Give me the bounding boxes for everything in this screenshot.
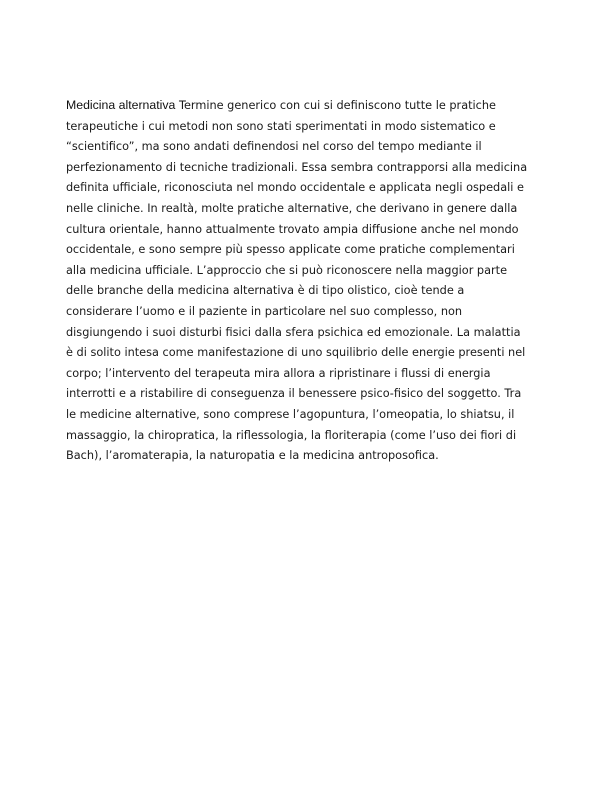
entry-line-5: definita ufficiale, riconosciuta nel mondo occidentale e applicata negli ospedali e bbox=[66, 181, 524, 195]
encyclopedia-entry bbox=[66, 95, 548, 467]
entry-line-18: Bach), l’aromaterapia, la naturopatia e la medicina antroposofica. bbox=[66, 449, 439, 463]
entry-line-1 bbox=[66, 95, 548, 117]
entry-line-6: nelle cliniche. In realtà, molte pratiche alternative, che derivano in genere dalla bbox=[66, 201, 518, 215]
entry-term: Medicina alternativa bbox=[66, 98, 176, 112]
entry-line-14: corpo; l’intervento del terapeuta mira allora a ripristinare i flussi di energia bbox=[66, 366, 491, 380]
entry-line-12: disgiungendo i suoi disturbi fisici dalla sfera psichica ed emozionale. La malattia bbox=[66, 325, 521, 339]
entry-line-2: terapeutiche i cui metodi non sono stati sperimentati in modo sistematico e bbox=[66, 119, 496, 133]
entry-line-17: massaggio, la chiropratica, la riflessologia, la floriterapia (come l’uso dei fiori di bbox=[66, 428, 517, 442]
entry-line-4: perfezionamento di tecniche tradizionali. Essa sembra contrapporsi alla medicina bbox=[66, 160, 528, 174]
entry-line-13: è di solito intesa come manifestazione di uno squilibrio delle energie presenti nel bbox=[66, 346, 526, 360]
entry-line-9: alla medicina ufficiale. L’approccio che si può riconoscere nella maggior parte bbox=[66, 263, 508, 277]
entry-line-8: occidentale, e sono sempre più spesso applicate come pratiche complementari bbox=[66, 243, 515, 257]
entry-line-11: considerare l’uomo e il paziente in particolare nel suo complesso, non bbox=[66, 304, 463, 318]
entry-line-3: “scientifico”, ma sono andati definendosi nel corso del tempo mediante il bbox=[66, 140, 482, 154]
entry-line-15: interrotti e a ristabilire di conseguenza il benessere psico-fisico del soggetto. Tra bbox=[66, 387, 522, 401]
entry-line-1-text: Termine generico con cui si definiscono tutte le pratiche bbox=[175, 99, 497, 112]
entry-line-16: le medicine alternative, sono comprese l’agopuntura, l’omeopatia, lo shiatsu, il bbox=[66, 407, 515, 421]
entry-line-7: cultura orientale, hanno attualmente trovato ampia diffusione anche nel mondo bbox=[66, 222, 519, 236]
entry-line-10: delle branche della medicina alternativa è di tipo olistico, cioè tende a bbox=[66, 284, 465, 298]
